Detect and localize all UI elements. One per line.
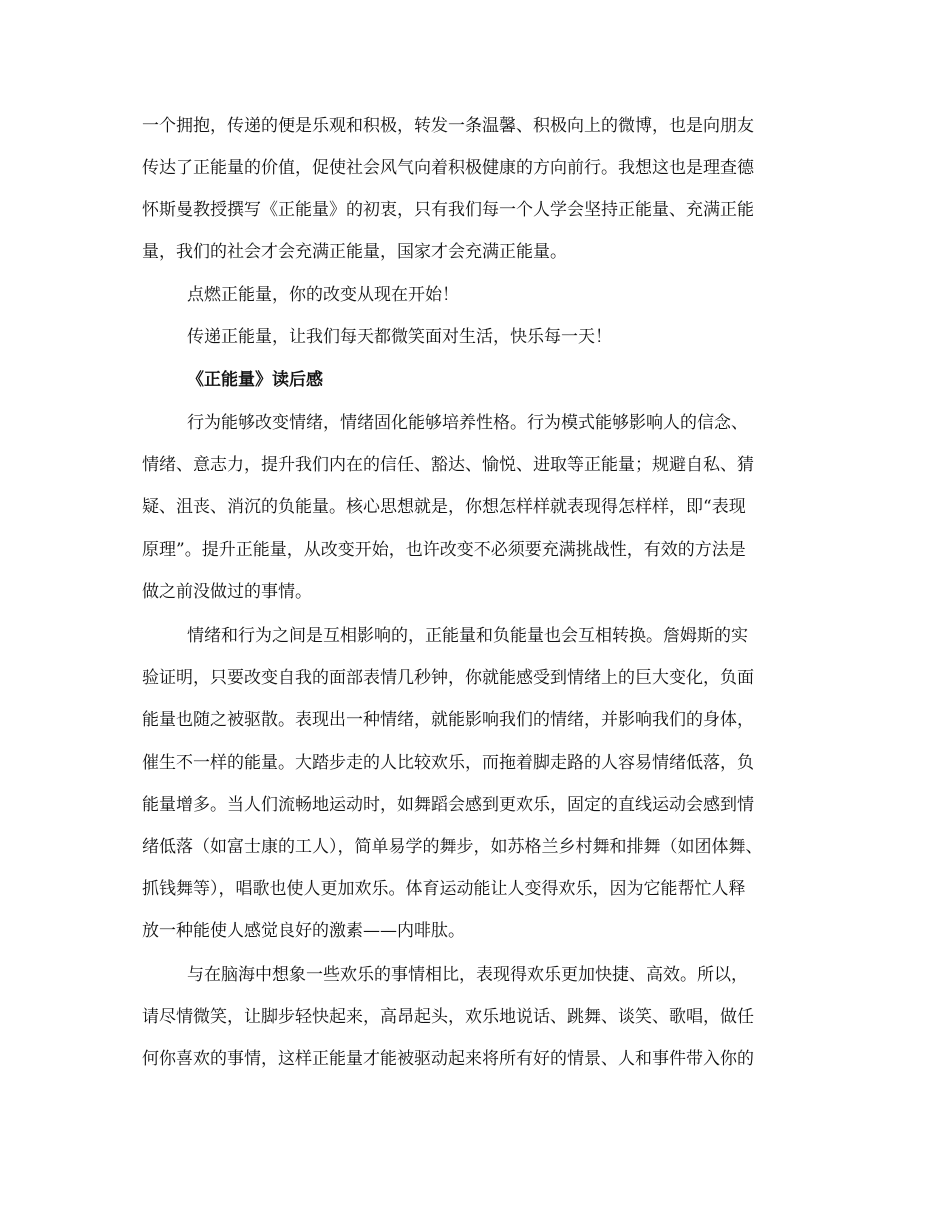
text-line: 原理”。提升正能量，从改变开始，也许改变不必须要充满挑战性，有效的方法是	[142, 540, 746, 560]
text-line: 一个拥抱，传递的便是乐观和积极，转发一条温馨、积极向上的微博，也是向朋友	[142, 116, 754, 136]
text-line: 与在脑海中想象一些欢乐的事情相比，表现得欢乐更加快捷、高效。所以，	[187, 965, 748, 985]
text-line: 量，我们的社会才会充满正能量，国家才会充满正能量。	[142, 242, 567, 262]
text-line: 抓钱舞等），唱歌也使人更加欢乐。体育运动能让人变得欢乐，因为它能帮忙人释	[142, 879, 746, 899]
text-line: 做之前没做过的事情。	[142, 582, 312, 602]
text-line: 传达了正能量的价值，促使社会风气向着积极健康的方向前行。我想这也是理查德	[142, 158, 754, 178]
text-line: 怀斯曼教授撰写《正能量》的初衷，只有我们每一个人学会坚持正能量、充满正能	[142, 200, 754, 220]
text-line: 情绪和行为之间是互相影响的，正能量和负能量也会互相转换。詹姆斯的实	[187, 626, 748, 646]
text-line: 绪低落（如富士康的工人），简单易学的舞步，如苏格兰乡村舞和排舞（如团体舞、	[142, 837, 763, 857]
text-line: 请尽情微笑，让脚步轻快起来，高昂起头，欢乐地说话、跳舞、谈笑、歌唱，做任	[142, 1007, 754, 1027]
text-line: 传递正能量，让我们每天都微笑面对生活，快乐每一天！	[187, 327, 612, 347]
text-line: 放一种能使人感觉良好的激素——内啡肽。	[142, 921, 465, 941]
text-line: 行为能够改变情绪，情绪固化能够培养性格。行为模式能够影响人的信念、	[187, 413, 748, 433]
text-line: 点燃正能量，你的改变从现在开始！	[187, 285, 459, 305]
section-heading: 《正能量》读后感	[187, 370, 323, 390]
text-line: 催生不一样的能量。大踏步走的人比较欢乐，而拖着脚走路的人容易情绪低落，负	[142, 753, 754, 773]
text-line: 疑、沮丧、消沉的负能量。核心思想就是，你想怎样样就表现得怎样样，即“表现	[142, 497, 746, 517]
text-line: 何你喜欢的事情，这样正能量才能被驱动起来将所有好的情景、人和事件带入你的	[142, 1049, 754, 1069]
text-line: 情绪、意志力，提升我们内在的信任、豁达、愉悦、进取等正能量；规避自私、猜	[142, 455, 754, 475]
text-line: 验证明，只要改变自我的面部表情几秒钟，你就能感受到情绪上的巨大变化，负面	[142, 668, 754, 688]
text-line: 能量也随之被驱散。表现出一种情绪，就能影响我们的情绪，并影响我们的身体，	[142, 710, 754, 730]
text-line: 能量增多。当人们流畅地运动时，如舞蹈会感到更欢乐，固定的直线运动会感到情	[142, 795, 754, 815]
